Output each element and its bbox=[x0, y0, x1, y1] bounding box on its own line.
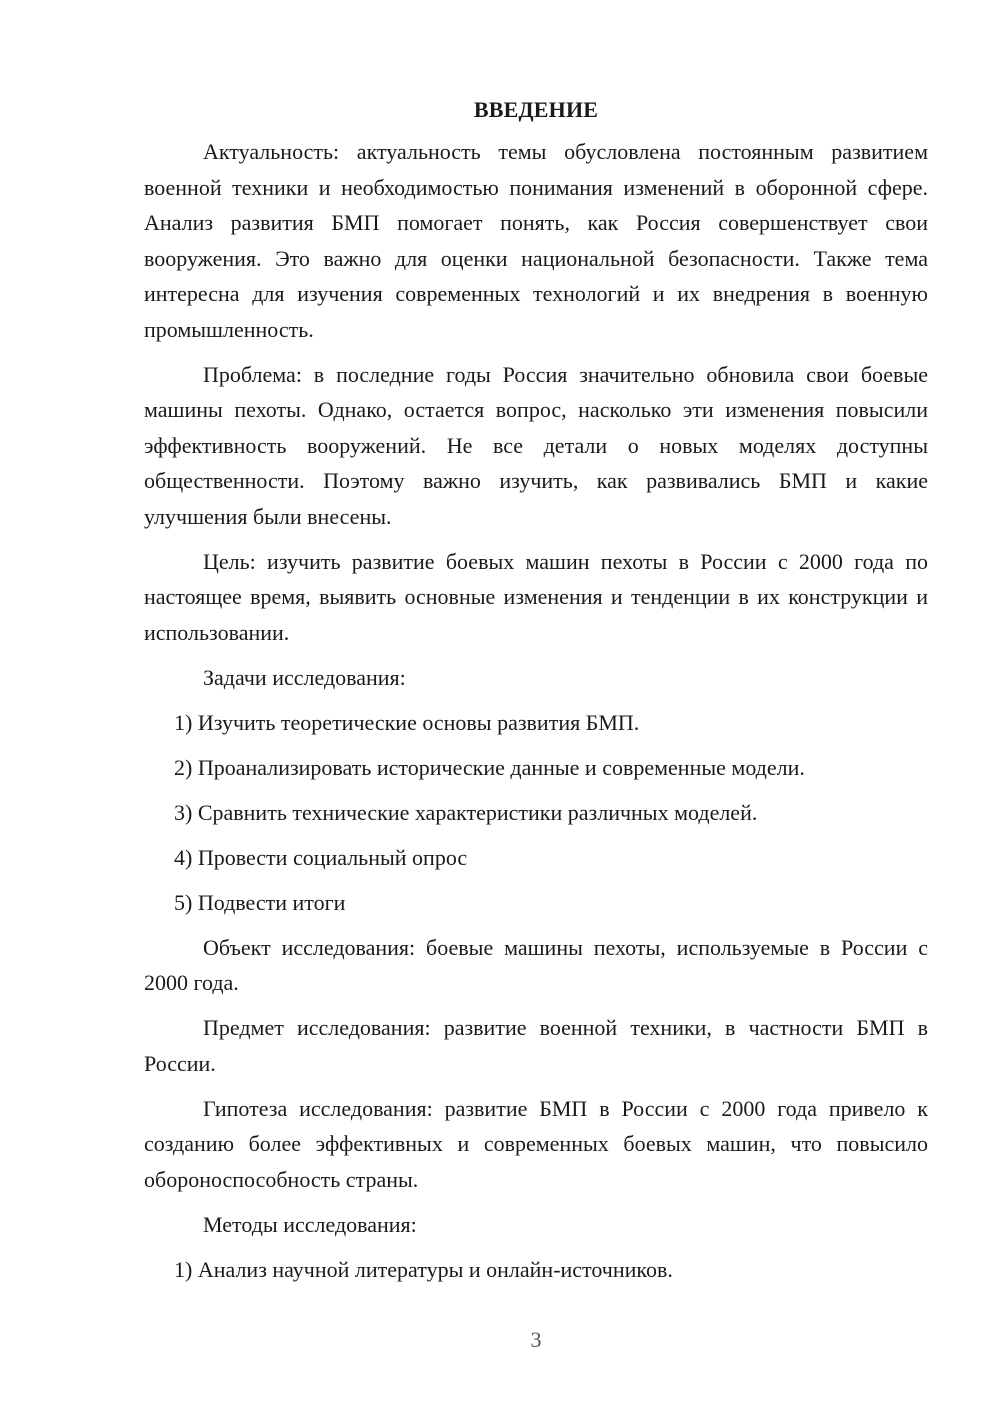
task-item: 3) Сравнить технические характеристики различных моделей. bbox=[174, 799, 758, 825]
relevance-paragraph: Актуальность: актуальность темы обусловлена постоянным развитием военной техники и необходимостью понимания изменений в оборонной сфере. Анализ развития БМП помогает понять, как Россия совершенствует свои вооружения. Это важно для оценки национальной безопасности. Также тема интересна для изучения современных технологий и их внедрения в военную промышленность. bbox=[144, 139, 928, 342]
subject-paragraph: Предмет исследования: развитие военной техники, в частности БМП в России. bbox=[144, 1015, 928, 1076]
hypothesis-paragraph: Гипотеза исследования: развитие БМП в России с 2000 года привело к созданию более эффективных и современных боевых машин, что повысило обороноспособность страны. bbox=[144, 1095, 928, 1192]
page-number: 3 bbox=[530, 1327, 542, 1352]
task-item: 1) Изучить теоретические основы развития БМП. bbox=[174, 709, 640, 735]
method-item: 1) Анализ научной литературы и онлайн-источников. bbox=[174, 1256, 673, 1282]
problem-paragraph: Проблема: в последние годы Россия значительно обновила свои боевые машины пехоты. Однако, остается вопрос, насколько эти изменения повысили эффективность вооружений. Не все детали о новых моделях доступны общественности. Поэтому важно изучить, как развивались БМП и какие улучшения были внесены. bbox=[144, 361, 928, 529]
page-content bbox=[144, 92, 928, 1297]
methods-heading: Методы исследования: bbox=[203, 1211, 417, 1237]
object-paragraph: Объект исследования: боевые машины пехоты, используемые в России с 2000 года. bbox=[144, 934, 928, 995]
goal-paragraph: Цель: изучить развитие боевых машин пехоты в России с 2000 года по настоящее время, выявить основные изменения и тенденции в их конструкции и использовании. bbox=[144, 548, 928, 645]
task-item: 4) Провести социальный опрос bbox=[174, 844, 468, 870]
section-title: ВВЕДЕНИЕ bbox=[473, 97, 599, 122]
task-item: 2) Проанализировать исторические данные и современные модели. bbox=[174, 754, 805, 780]
task-item: 5) Подвести итоги bbox=[174, 889, 346, 915]
tasks-heading: Задачи исследования: bbox=[203, 664, 406, 690]
